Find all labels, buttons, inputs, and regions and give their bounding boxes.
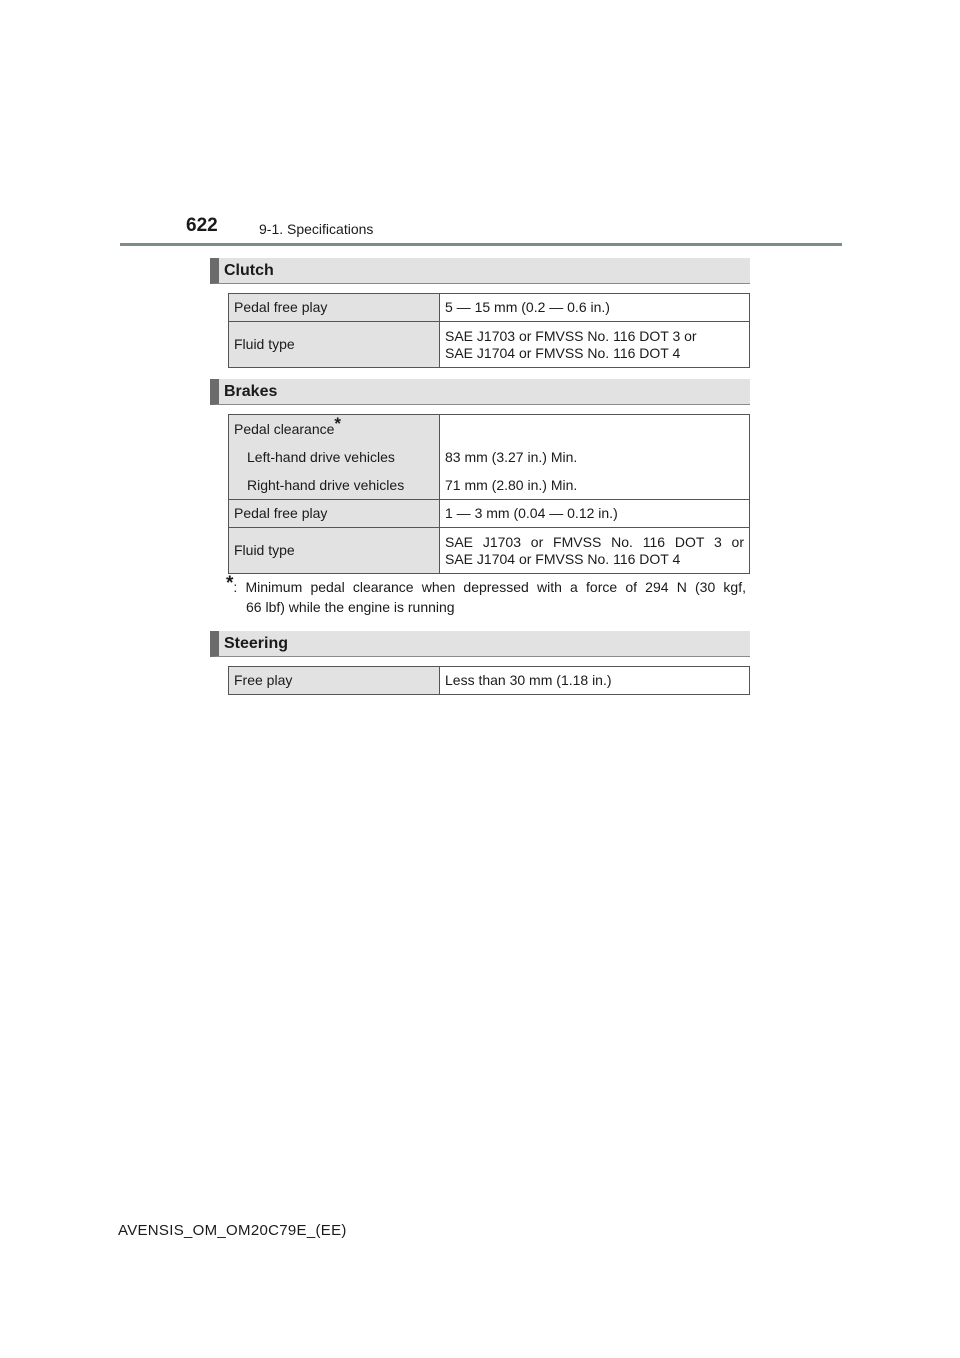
- clutch-fluid-line-2: SAE J1704 or FMVSS No. 116 DOT 4: [445, 344, 681, 361]
- lhd-label: Left-hand drive vehicles: [247, 449, 395, 465]
- pedal-clearance-label: Pedal clearance: [234, 421, 335, 437]
- pedal-clearance-line: [234, 415, 434, 443]
- pedal-clearance-blank: [445, 415, 744, 443]
- lhd-value: 83 mm (3.27 in.) Min.: [445, 449, 578, 465]
- clutch-heading: Clutch: [224, 262, 274, 279]
- clutch-pedal-free-play-label: Pedal free play: [229, 294, 440, 322]
- brakes-fluid-line-2: SAE J1704 or FMVSS No. 116 DOT 4: [445, 550, 681, 567]
- table-row: [229, 322, 750, 368]
- section-title: 9-1. Specifications: [259, 221, 374, 237]
- footnote-line-2: 66 lbf) while the engine is running: [246, 599, 455, 615]
- clutch-fluid-type-label: Fluid type: [229, 322, 440, 368]
- clutch-heading-bar: [210, 258, 750, 284]
- clutch-spec-table: [228, 293, 750, 368]
- page-number: 622: [186, 215, 218, 236]
- header-divider: [120, 243, 842, 246]
- table-row: [229, 528, 750, 574]
- brakes-fluid-line-1: SAE J1703 or FMVSS No. 116 DOT 3 or: [445, 533, 744, 550]
- brakes-fluid-type-value: [440, 528, 750, 574]
- brakes-heading-bar: [210, 379, 750, 405]
- brakes-footnote: [226, 573, 746, 617]
- brakes-pedal-clearance-values: [440, 415, 750, 500]
- brakes-spec-table: [228, 414, 750, 574]
- table-row: [229, 500, 750, 528]
- steering-spec-table: [228, 666, 750, 695]
- table-row: [229, 415, 750, 500]
- brakes-pedal-free-play-value: 1 — 3 mm (0.04 — 0.12 in.): [440, 500, 750, 528]
- footnote-line-1: [226, 573, 746, 597]
- steering-heading-bar: [210, 631, 750, 657]
- brakes-fluid-type-label: Fluid type: [229, 528, 440, 574]
- footnote-text-1: : Minimum pedal clearance when depressed with a force of 294 N (30 kgf,: [233, 579, 746, 595]
- rhd-value: 71 mm (2.80 in.) Min.: [445, 477, 578, 493]
- brakes-pedal-clearance-cell: [229, 415, 440, 500]
- footnote-asterisk: *: [334, 414, 342, 433]
- steering-heading: Steering: [224, 635, 289, 652]
- clutch-fluid-type-value: [440, 322, 750, 368]
- steering-free-play-label: Free play: [229, 667, 440, 695]
- brakes-pedal-free-play-label: Pedal free play: [229, 500, 440, 528]
- rhd-label: Right-hand drive vehicles: [247, 477, 405, 493]
- table-row: [229, 667, 750, 695]
- steering-free-play-value: Less than 30 mm (1.18 in.): [440, 667, 750, 695]
- brakes-heading: Brakes: [224, 383, 278, 400]
- clutch-pedal-free-play-value: 5 — 15 mm (0.2 — 0.6 in.): [440, 294, 750, 322]
- manual-code-footer: AVENSIS_OM_OM20C79E_(EE): [118, 1222, 347, 1239]
- clutch-fluid-line-1: SAE J1703 or FMVSS No. 116 DOT 3 or: [445, 327, 697, 344]
- table-row: [229, 294, 750, 322]
- footnote-marker: *: [226, 573, 234, 594]
